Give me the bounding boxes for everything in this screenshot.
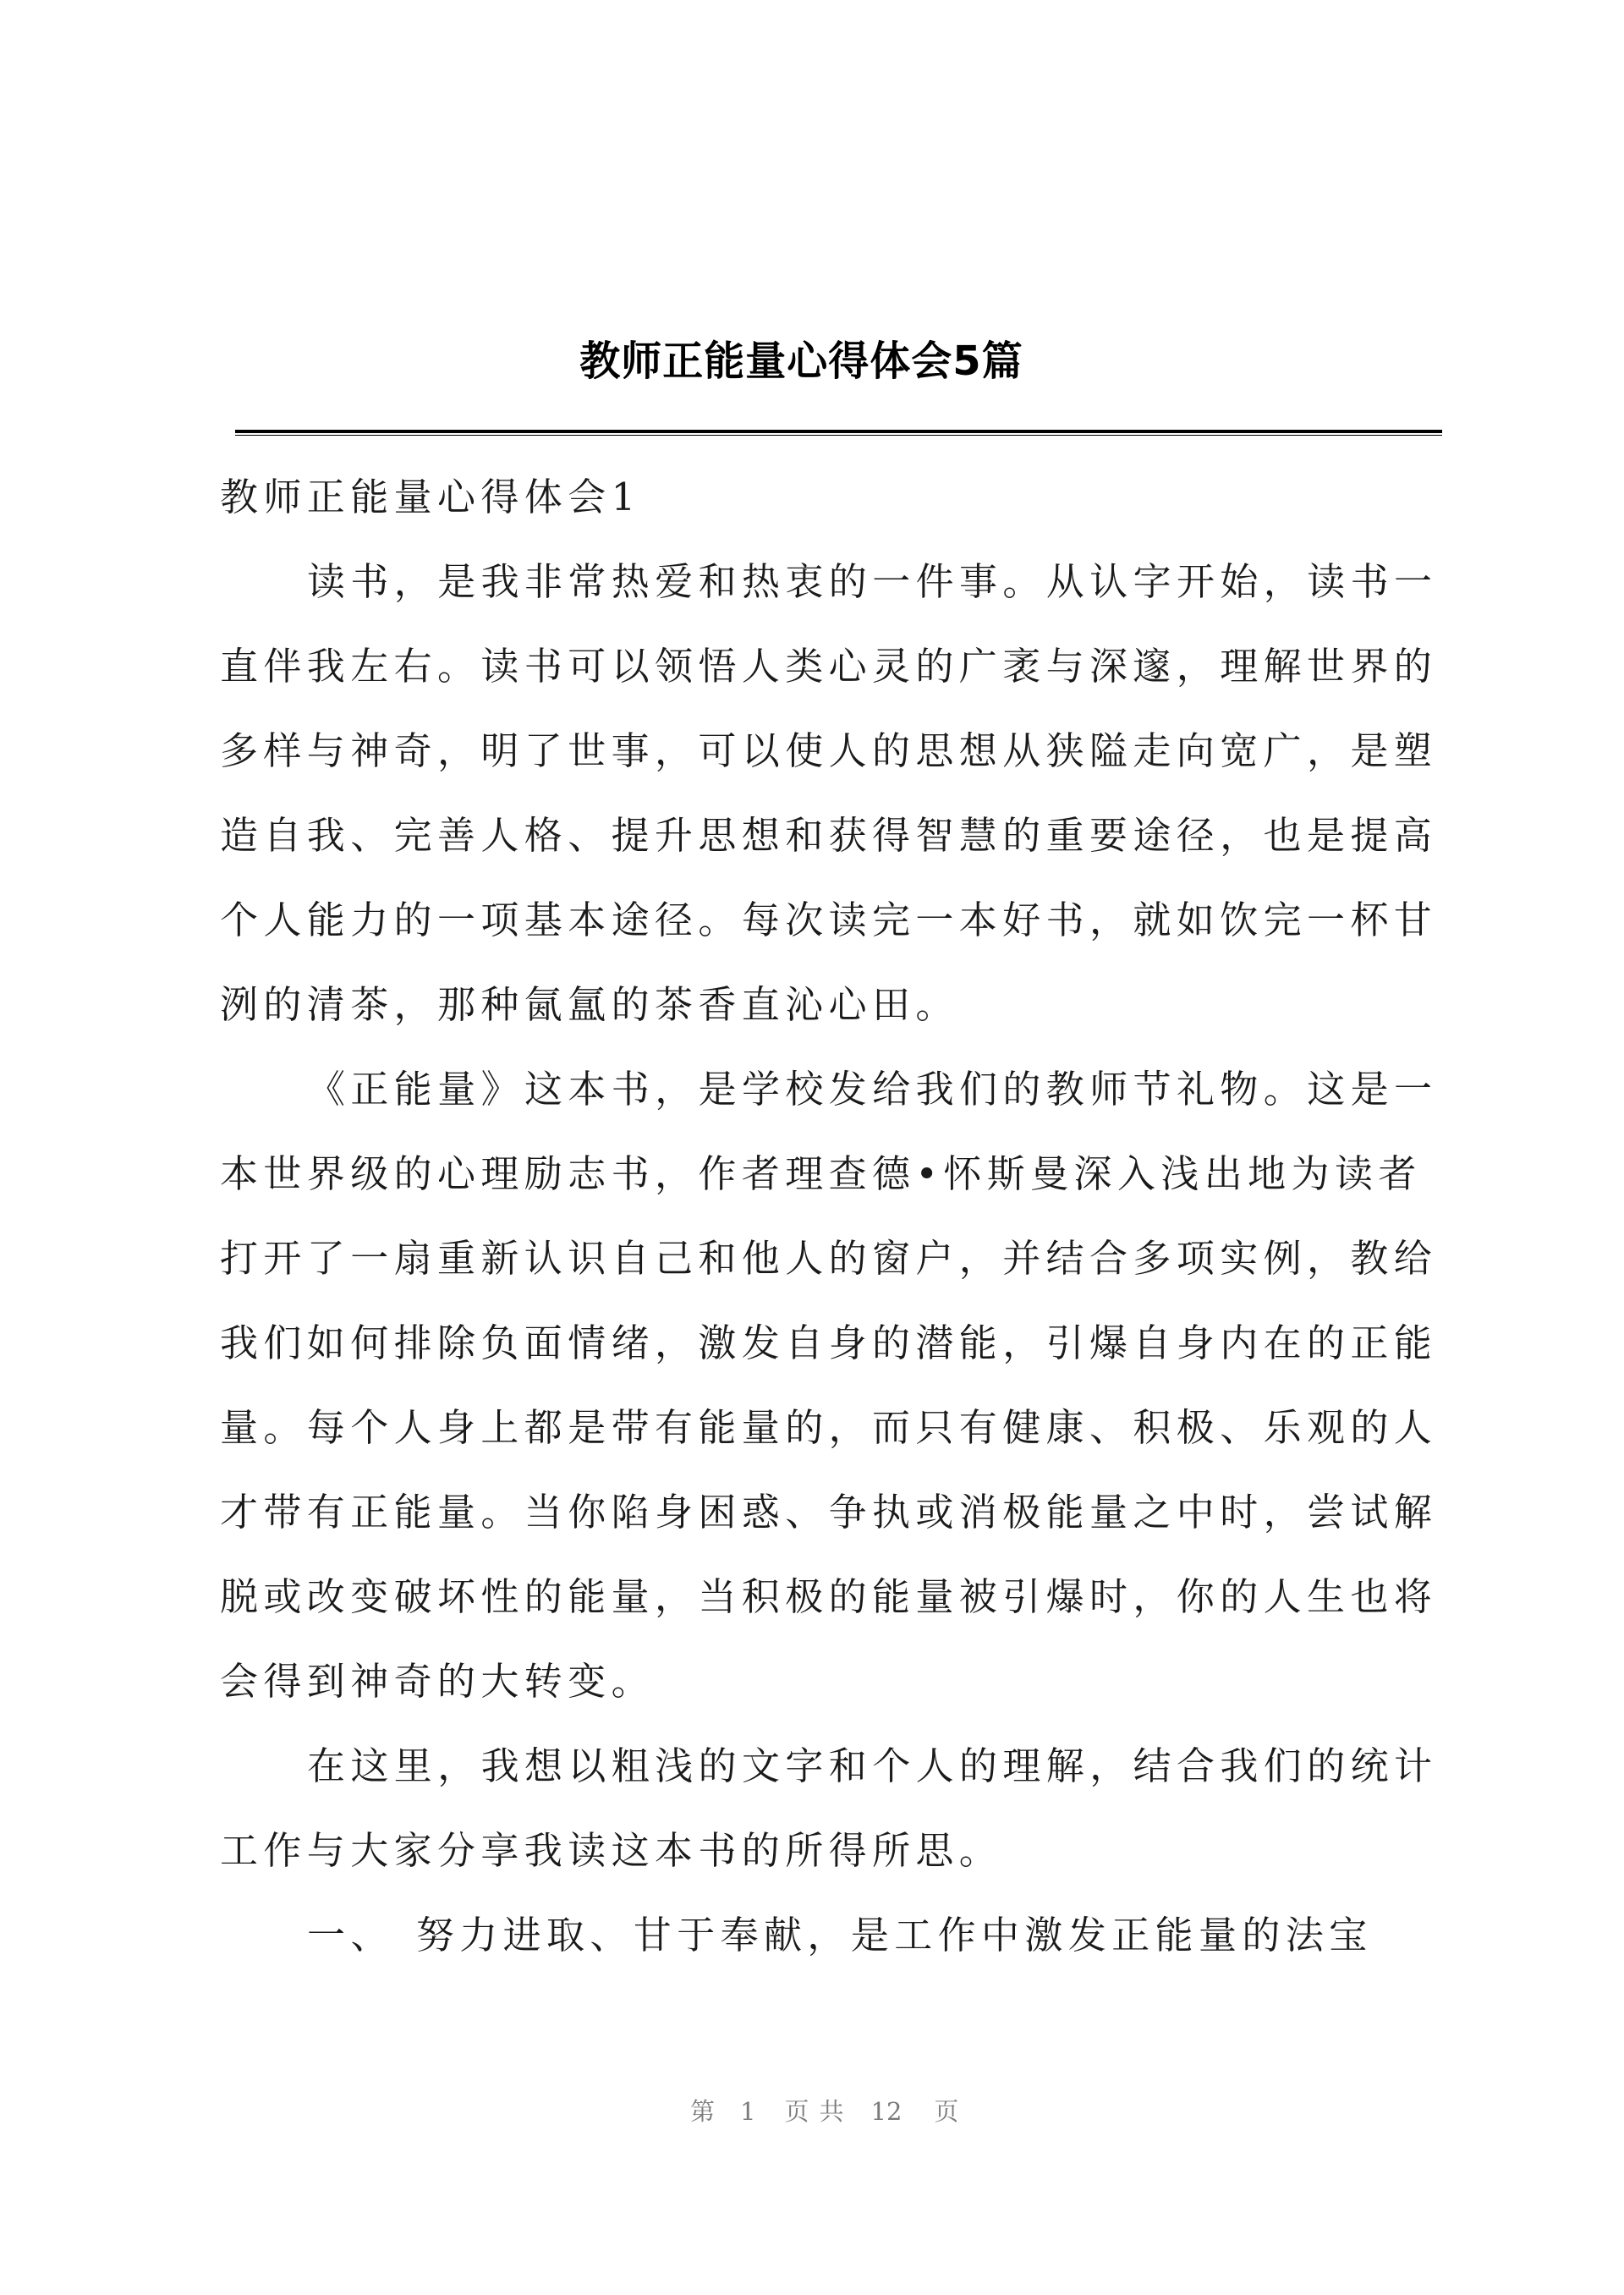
paragraph-line: 在这里，我想以粗浅的文字和个人的理解，结合我们的统计 <box>307 1743 1438 1788</box>
paragraph-line: 本世界级的心理励志书，作者理查德•怀斯曼深入浅出地为读者 <box>220 1151 1422 1196</box>
subheading <box>220 1893 1455 1978</box>
footer-total-pages: 12 <box>870 2097 903 2126</box>
title-double-rule <box>235 430 1442 436</box>
page-footer <box>690 2093 958 2130</box>
paragraph-line: 打开了一扇重新认识自己和他人的窗户，并结合多项实例，教给 <box>220 1236 1438 1281</box>
document-title: 教师正能量心得体会5篇 <box>579 338 1023 385</box>
paragraph-line: 工作与大家分享我读这本书的所得所思。 <box>220 1828 1003 1873</box>
subheading-number: 一、 <box>307 1913 394 1957</box>
footer-total-word: 共 <box>819 2097 844 2126</box>
document-body <box>220 455 1455 1978</box>
paragraph-line: 多样与神奇，明了世事，可以使人的思想从狭隘走向宽广，是塑 <box>220 728 1438 773</box>
paragraph-line: 造自我、完善人格、提升思想和获得智慧的重要途径，也是提高 <box>220 813 1438 858</box>
paragraph-line: 读书，是我非常热爱和热衷的一件事。从认字开始，读书一 <box>307 559 1438 604</box>
paragraph-3 <box>220 1724 1455 1893</box>
paragraph-line: 我们如何排除负面情绪，激发自身的潜能，引爆自身内在的正能 <box>220 1320 1438 1365</box>
section-heading: 教师正能量心得体会1 <box>220 475 641 519</box>
paragraph-line: 会得到神奇的大转变。 <box>220 1659 656 1704</box>
paragraph-2 <box>220 1047 1455 1724</box>
footer-page-word: 页 <box>784 2097 809 2126</box>
paragraph-1 <box>220 540 1455 1047</box>
footer-current-page: 1 <box>740 2097 756 2126</box>
paragraph-line: 《正能量》这本书，是学校发给我们的教师节礼物。这是一 <box>307 1067 1438 1112</box>
footer-suffix: 页 <box>934 2097 959 2126</box>
subheading-text: 努力进取、甘于奉献，是工作中激发正能量的法宝 <box>415 1913 1373 1957</box>
footer-prefix: 第 <box>690 2097 716 2126</box>
paragraph-line: 才带有正能量。当你陷身困惑、争执或消极能量之中时，尝试解 <box>220 1490 1438 1535</box>
paragraph-line: 个人能力的一项基本途径。每次读完一本好书，就如饮完一杯甘 <box>220 898 1438 942</box>
paragraph-line: 量。每个人身上都是带有能量的，而只有健康、积极、乐观的人 <box>220 1405 1438 1450</box>
paragraph-line: 直伴我左右。读书可以领悟人类心灵的广袤与深邃，理解世界的 <box>220 644 1438 689</box>
paragraph-line: 脱或改变破坏性的能量，当积极的能量被引爆时，你的人生也将 <box>220 1574 1438 1619</box>
paragraph-line: 洌的清茶，那种氤氲的茶香直沁心田。 <box>220 982 959 1027</box>
